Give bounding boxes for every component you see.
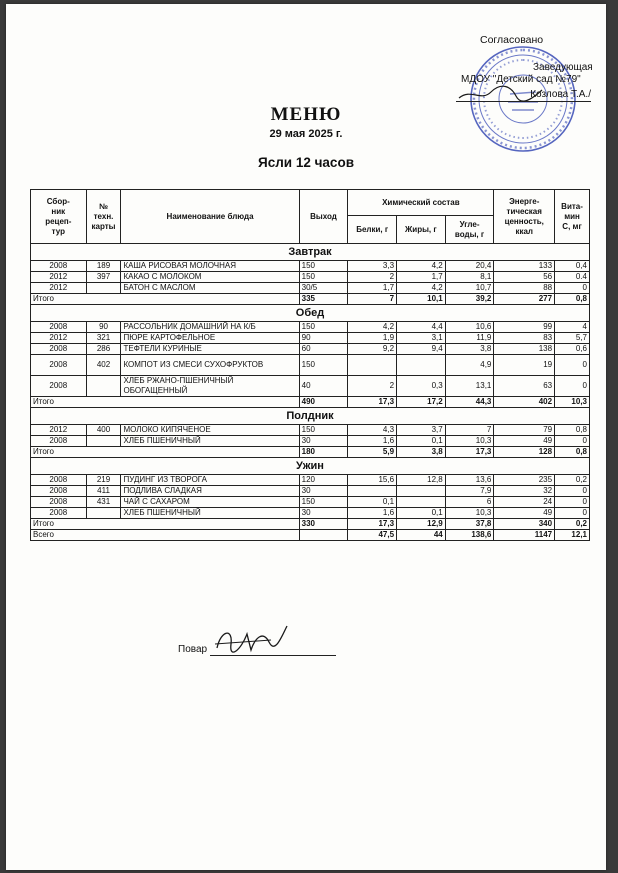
total-output: 180 xyxy=(299,447,348,458)
output-cell: 150 xyxy=(299,261,348,272)
table-row xyxy=(31,497,590,508)
head-role: Заведующая xyxy=(533,62,593,73)
output-cell: 30/5 xyxy=(299,283,348,294)
collection-cell: 2008 xyxy=(31,355,87,376)
dish-cell: КОМПОТ ИЗ СМЕСИ СУХОФРУКТОВ xyxy=(121,355,299,376)
carbs-cell: 13,6 xyxy=(445,475,494,486)
total-vitamin: 0,8 xyxy=(555,294,590,305)
total-protein: 17,3 xyxy=(348,397,397,408)
group-name: Ясли 12 часов xyxy=(257,155,354,170)
energy-cell: 99 xyxy=(494,322,555,333)
carbs-cell: 7 xyxy=(445,425,494,436)
vitamin-cell: 0 xyxy=(555,436,590,447)
output-cell: 150 xyxy=(299,322,348,333)
protein-cell: 1,9 xyxy=(348,333,397,344)
cook-label: Повар xyxy=(178,644,208,655)
table-row xyxy=(31,333,590,344)
carbs-cell: 7,9 xyxy=(445,486,494,497)
vitamin-cell: 0 xyxy=(555,497,590,508)
fat-cell: 1,7 xyxy=(397,272,446,283)
head-signature xyxy=(456,80,546,106)
energy-cell: 138 xyxy=(494,344,555,355)
collection-cell: 2008 xyxy=(31,497,87,508)
energy-cell: 24 xyxy=(494,497,555,508)
collection-cell: 2008 xyxy=(31,344,87,355)
card-cell xyxy=(86,508,121,519)
output-cell: 120 xyxy=(299,475,348,486)
energy-cell: 235 xyxy=(494,475,555,486)
fat-cell xyxy=(397,497,446,508)
carbs-cell: 3,8 xyxy=(445,344,494,355)
total-energy: 340 xyxy=(494,519,555,530)
menu-date: 29 мая 2025 г. xyxy=(269,128,343,140)
output-cell: 150 xyxy=(299,425,348,436)
card-cell: 286 xyxy=(86,344,121,355)
vitamin-cell: 0 xyxy=(555,355,590,376)
collection-cell: 2008 xyxy=(31,486,87,497)
carbs-cell: 6 xyxy=(445,497,494,508)
grand-total-output xyxy=(299,530,348,541)
carbs-cell: 10,6 xyxy=(445,322,494,333)
energy-cell: 19 xyxy=(494,355,555,376)
table-row xyxy=(31,508,590,519)
vitamin-cell: 0 xyxy=(555,283,590,294)
protein-cell xyxy=(348,486,397,497)
head-organization: МДОУ "Детский сад №79" xyxy=(461,74,581,85)
card-cell xyxy=(86,376,121,397)
protein-cell: 1,7 xyxy=(348,283,397,294)
total-energy: 402 xyxy=(494,397,555,408)
head-name: Козлова Т.А./ xyxy=(456,89,591,102)
card-cell: 90 xyxy=(86,322,121,333)
vitamin-cell: 5,7 xyxy=(555,333,590,344)
header-output: Выход xyxy=(299,190,348,244)
section-header xyxy=(31,305,590,322)
total-protein: 5,9 xyxy=(348,447,397,458)
dish-cell: ХЛЕБ РЖАНО-ПШЕНИЧНЫЙ ОБОГАЩЕННЫЙ xyxy=(121,376,299,397)
header-carbs: Угле- воды, г xyxy=(445,216,494,244)
vitamin-cell: 0,8 xyxy=(555,425,590,436)
section-title: Завтрак xyxy=(31,244,590,261)
card-cell: 219 xyxy=(86,475,121,486)
total-fat: 10,1 xyxy=(397,294,446,305)
protein-cell: 15,6 xyxy=(348,475,397,486)
card-cell: 400 xyxy=(86,425,121,436)
output-cell: 60 xyxy=(299,344,348,355)
fat-cell: 4,2 xyxy=(397,283,446,294)
output-cell: 150 xyxy=(299,355,348,376)
total-label: Итого xyxy=(31,519,300,530)
dish-cell: КАКАО С МОЛОКОМ xyxy=(121,272,299,283)
energy-cell: 49 xyxy=(494,436,555,447)
carbs-cell: 4,9 xyxy=(445,355,494,376)
energy-cell: 32 xyxy=(494,486,555,497)
carbs-cell: 10,7 xyxy=(445,283,494,294)
total-row xyxy=(31,447,590,458)
collection-cell: 2012 xyxy=(31,333,87,344)
menu-page xyxy=(6,4,606,870)
grand-total-protein: 47,5 xyxy=(348,530,397,541)
section-title: Полдник xyxy=(31,408,590,425)
fat-cell xyxy=(397,355,446,376)
header-dish: Наименование блюда xyxy=(121,190,299,244)
collection-cell: 2008 xyxy=(31,436,87,447)
table-row xyxy=(31,376,590,397)
fat-cell: 12,8 xyxy=(397,475,446,486)
dish-cell: ПОДЛИВА СЛАДКАЯ xyxy=(121,486,299,497)
grand-total-carbs: 138,6 xyxy=(445,530,494,541)
carbs-cell: 10,3 xyxy=(445,436,494,447)
fat-cell: 0,1 xyxy=(397,508,446,519)
fat-cell xyxy=(397,486,446,497)
vitamin-cell: 0,4 xyxy=(555,261,590,272)
energy-cell: 56 xyxy=(494,272,555,283)
total-protein: 17,3 xyxy=(348,519,397,530)
fat-cell: 9,4 xyxy=(397,344,446,355)
total-protein: 7 xyxy=(348,294,397,305)
total-label: Итого xyxy=(31,447,300,458)
carbs-cell: 8,1 xyxy=(445,272,494,283)
energy-cell: 63 xyxy=(494,376,555,397)
output-cell: 30 xyxy=(299,508,348,519)
section-header xyxy=(31,244,590,261)
section-title: Ужин xyxy=(31,458,590,475)
protein-cell: 2 xyxy=(348,272,397,283)
table-row xyxy=(31,355,590,376)
total-row xyxy=(31,397,590,408)
protein-cell: 1,6 xyxy=(348,508,397,519)
fat-cell: 0,3 xyxy=(397,376,446,397)
table-row xyxy=(31,475,590,486)
cook-signature xyxy=(211,620,291,660)
total-label: Итого xyxy=(31,294,300,305)
protein-cell: 2 xyxy=(348,376,397,397)
section-header xyxy=(31,458,590,475)
grand-total-fat: 44 xyxy=(397,530,446,541)
protein-cell xyxy=(348,355,397,376)
table-row xyxy=(31,486,590,497)
total-row xyxy=(31,519,590,530)
fat-cell: 4,2 xyxy=(397,261,446,272)
header-chem: Химический состав xyxy=(348,190,494,216)
grand-total-energy: 1147 xyxy=(494,530,555,541)
total-output: 490 xyxy=(299,397,348,408)
protein-cell: 0,1 xyxy=(348,497,397,508)
table-row xyxy=(31,425,590,436)
protein-cell: 4,2 xyxy=(348,322,397,333)
collection-cell: 2008 xyxy=(31,376,87,397)
approval-label: Согласовано xyxy=(480,34,544,46)
output-cell: 150 xyxy=(299,497,348,508)
total-energy: 277 xyxy=(494,294,555,305)
card-cell xyxy=(86,436,121,447)
fat-cell: 0,1 xyxy=(397,436,446,447)
total-carbs: 17,3 xyxy=(445,447,494,458)
dish-cell: ТЕФТЕЛИ КУРИНЫЕ xyxy=(121,344,299,355)
carbs-cell: 13,1 xyxy=(445,376,494,397)
energy-cell: 83 xyxy=(494,333,555,344)
protein-cell: 3,3 xyxy=(348,261,397,272)
collection-cell: 2012 xyxy=(31,425,87,436)
section-header xyxy=(31,408,590,425)
protein-cell: 4,3 xyxy=(348,425,397,436)
dish-cell: ПУДИНГ ИЗ ТВОРОГА xyxy=(121,475,299,486)
dish-cell: БАТОН С МАСЛОМ xyxy=(121,283,299,294)
header-energy: Энерге- тическая ценность, ккал xyxy=(494,190,555,244)
header-card: № техн. карты xyxy=(86,190,121,244)
card-cell: 321 xyxy=(86,333,121,344)
output-cell: 150 xyxy=(299,272,348,283)
table-row xyxy=(31,436,590,447)
vitamin-cell: 0,6 xyxy=(555,344,590,355)
vitamin-cell: 0 xyxy=(555,376,590,397)
dish-cell: МОЛОКО КИПЯЧЕНОЕ xyxy=(121,425,299,436)
dish-cell: ХЛЕБ ПШЕНИЧНЫЙ xyxy=(121,508,299,519)
total-label: Итого xyxy=(31,397,300,408)
fat-cell: 4,4 xyxy=(397,322,446,333)
total-carbs: 37,8 xyxy=(445,519,494,530)
fat-cell: 3,1 xyxy=(397,333,446,344)
table-row xyxy=(31,272,590,283)
dish-cell: ЧАЙ С САХАРОМ xyxy=(121,497,299,508)
collection-cell: 2008 xyxy=(31,322,87,333)
header-collection: Сбор- ник рецеп- тур xyxy=(31,190,87,244)
vitamin-cell: 4 xyxy=(555,322,590,333)
vitamin-cell: 0.4 xyxy=(555,272,590,283)
header-vitamin: Вита- мин C, мг xyxy=(555,190,590,244)
total-carbs: 44,3 xyxy=(445,397,494,408)
output-cell: 30 xyxy=(299,486,348,497)
total-output: 330 xyxy=(299,519,348,530)
card-cell: 397 xyxy=(86,272,121,283)
output-cell: 90 xyxy=(299,333,348,344)
total-energy: 128 xyxy=(494,447,555,458)
dish-cell: ПЮРЕ КАРТОФЕЛЬНОЕ xyxy=(121,333,299,344)
collection-cell: 2008 xyxy=(31,508,87,519)
table-row xyxy=(31,283,590,294)
table-row xyxy=(31,322,590,333)
card-cell: 189 xyxy=(86,261,121,272)
table-row xyxy=(31,261,590,272)
total-vitamin: 0,2 xyxy=(555,519,590,530)
collection-cell: 2012 xyxy=(31,272,87,283)
total-vitamin: 10,3 xyxy=(555,397,590,408)
vitamin-cell: 0 xyxy=(555,486,590,497)
card-cell xyxy=(86,283,121,294)
protein-cell: 1,6 xyxy=(348,436,397,447)
vitamin-cell: 0,2 xyxy=(555,475,590,486)
dish-cell: КАША РИСОВАЯ МОЛОЧНАЯ xyxy=(121,261,299,272)
grand-total-label: Всего xyxy=(31,530,300,541)
energy-cell: 88 xyxy=(494,283,555,294)
output-cell: 40 xyxy=(299,376,348,397)
total-output: 335 xyxy=(299,294,348,305)
grand-total-vitamin: 12,1 xyxy=(555,530,590,541)
table-row xyxy=(31,344,590,355)
output-cell: 30 xyxy=(299,436,348,447)
dish-cell: ХЛЕБ ПШЕНИЧНЫЙ xyxy=(121,436,299,447)
total-vitamin: 0,8 xyxy=(555,447,590,458)
carbs-cell: 20,4 xyxy=(445,261,494,272)
energy-cell: 49 xyxy=(494,508,555,519)
card-cell: 411 xyxy=(86,486,121,497)
energy-cell: 133 xyxy=(494,261,555,272)
total-fat: 3,8 xyxy=(397,447,446,458)
total-row xyxy=(31,294,590,305)
grand-total-row xyxy=(31,530,590,541)
card-cell: 431 xyxy=(86,497,121,508)
page-title: МЕНЮ xyxy=(270,104,342,125)
protein-cell: 9,2 xyxy=(348,344,397,355)
carbs-cell: 11,9 xyxy=(445,333,494,344)
header-protein: Белки, г xyxy=(348,216,397,244)
vitamin-cell: 0 xyxy=(555,508,590,519)
section-title: Обед xyxy=(31,305,590,322)
total-fat: 17,2 xyxy=(397,397,446,408)
total-fat: 12,9 xyxy=(397,519,446,530)
total-carbs: 39,2 xyxy=(445,294,494,305)
collection-cell: 2008 xyxy=(31,475,87,486)
collection-cell: 2008 xyxy=(31,261,87,272)
card-cell: 402 xyxy=(86,355,121,376)
dish-cell: РАССОЛЬНИК ДОМАШНИЙ НА К/Б xyxy=(121,322,299,333)
carbs-cell: 10,3 xyxy=(445,508,494,519)
menu-table xyxy=(30,189,590,541)
header-fat: Жиры, г xyxy=(397,216,446,244)
collection-cell: 2012 xyxy=(31,283,87,294)
energy-cell: 79 xyxy=(494,425,555,436)
fat-cell: 3,7 xyxy=(397,425,446,436)
